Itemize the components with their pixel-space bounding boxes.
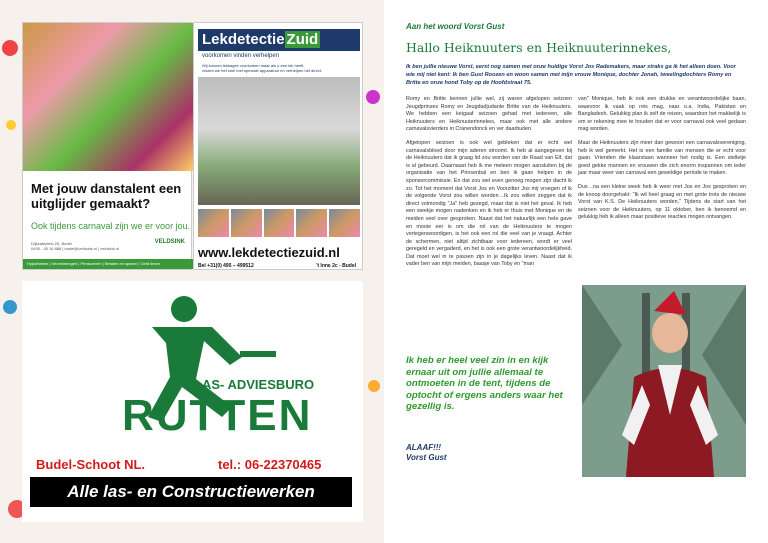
signature-name: Vorst Gust (406, 453, 447, 462)
confetti-dot (2, 40, 18, 56)
ad-rutten (22, 281, 363, 522)
ad-contact (31, 241, 131, 251)
confetti-dot (366, 90, 380, 104)
confetti-dot (6, 120, 16, 130)
veldsink-logo: VELDSINK (154, 239, 185, 245)
ad-line-1: Wij kunnen lekkages voorkomen maar als u een lek heeft, (202, 63, 305, 68)
brand-main: Lekdetectie (202, 31, 285, 48)
article-signoff (406, 443, 447, 463)
lekdetectie-logo (198, 29, 360, 51)
pull-quote: Ik heb er heel veel zin in en kijk ernaar uit om jullie allemaal te ontmoeten in de tent, tijdens de optocht of ergens anders waar het gezellig is. (406, 355, 563, 412)
confetti-dot (3, 300, 17, 314)
thumbnail (264, 209, 295, 237)
ad-address: 't Inne 2c - Budel (316, 263, 356, 269)
thumbnail (296, 209, 327, 237)
portrait-photo (582, 285, 746, 477)
paragraph: van" Monique, heb ik ook een drukke en verantwoordelijke baan, waarvoor ik vaak op reis mag, naar o.a. India, Pakistan en Bangladesh. Gelukkig plan ik zelf de reizen, waardoor het makkelijk is om er rekening mee te houden dat er voor carnaval ook veel gedaan mag worden. (578, 96, 746, 133)
ad-tagline: voorkomen vinden verhelpen (202, 53, 280, 59)
rutten-tel: tel.: 06-22370465 (218, 457, 322, 472)
article-intro: Ik ben jullie nieuwe Vorst, eerst nog samen met onze huidige Vorst Jos Rademakers, maar straks ga ik het alleen doen. Voor wie mij niet kent: Ik ben Gust Roozen en woon samen met mijn vrouw Monique, dochter Jonah, tweelingdochters Romy en Britte en onze hond Toby op de Hoofdstraat 75. (406, 64, 736, 86)
thumbnail (198, 209, 229, 237)
paragraph: Afgelopen seizoen is ook wel gebleken dat er écht wel carnavalsbloed door mijn aderen stroomt. Ik heb al aangegeven bij de Heiknuuters dat ik graag lid zou worden van de Raad van Elf, dat is al gebeurd. Daarnaast heb ik me meteen mogen aansluiten bij de organisatie van het Prinsenbal en ben ik gaan helpen in de sponsorcommissie. En dat zou wel even genoeg mogen zijn dacht ik zo. Tot het moment dat Vorst Jos en Voorzitter Jos mij vroegen of ik de volgende Vorst zou willen worden…Ik zou willen zeggen dat ik direct volmondig "Ja" heb gezegd, maar dat is niet het geval. Ik heb een weekje mogen nadenken en ik heb er thuis met Monique en de meiden veel over gesproken. Naast dat het natuurlijk een hele gave en mooie eer is om die rol van de Heiknuuters te mogen vertegenwoordigen, is het ook een rol die veel van je vraagt. Achter de schermen, niet altijd zichtbaar voor iedereen, wordt er veel geregeld en vergaderd, en het is ook een grote verantwoordelijkheid. Dat moet wel in te passen zijn in je dagelijks leven. Naast dat ik vader ben van mijn meiden, baasje van Toby en "man (406, 139, 572, 268)
ad-subline: Ook tijdens carnaval zijn we er voor jou. (31, 221, 191, 231)
ad-lekdetectie (193, 22, 363, 270)
thumbnail-strip (198, 209, 360, 237)
thumbnail (329, 209, 360, 237)
ad-description (202, 63, 362, 73)
ad-services-bar: Hypotheken | Verzekeringen | Pensioenen | Betalen en sparen | Geld lenen (23, 259, 193, 269)
article-kicker: Aan het woord Vorst Gust (406, 22, 505, 31)
paragraph: Romy en Britte kennen jullie wel, zij waren afgelopen seizoen Jeugdprinses Romy en Jeugdadjudante Britte van de Heiknuuters. We hebben een keigaaf seizoen gehad met iedereen, alle Heiknuuters en Heiknuuterinnekes, maar ook met alle andere carnavalsvierders in Cranendonck en ver daarbuiten. (406, 96, 572, 133)
party-photo (23, 23, 193, 171)
ad-headline: Met jouw danstalent een uitglijder gemaakt? (31, 181, 182, 211)
rutten-place: Budel-Schoot NL. (36, 457, 146, 472)
brand-accent: Zuid (286, 31, 319, 48)
rutten-logotype: RUTTEN (122, 391, 313, 440)
ad-address: Dijkzateplein 25, Budel (31, 241, 72, 246)
paragraph: Dus…na een kleine week heb ik weer met Jos en Jos gesproken en de knoop doorgehakt: "Ik wil heel graag en met grote trots de nieuwe Vorst van K.S. De Heiknuuters worden." Tijdens de start van het seizoen voor de Heiknuuters, op 11 oktober, ben ik benoemd en gelukkig heb ik alleen maar positieve reacties mogen ontvangen. (578, 183, 746, 221)
rutten-subtitle: LAS- ADVIESBURO (194, 377, 315, 392)
ad-phone: 0495 - 45 16 888 | budel@veldsink.nl | veldsink.nl (31, 246, 119, 251)
article-column-1 (406, 96, 572, 275)
rutten-slogan: Alle las- en Constructiewerken (30, 477, 352, 507)
ad-veldsink (22, 22, 192, 270)
right-page-article (384, 0, 768, 543)
alaaf-text: ALAAF!!! (406, 443, 442, 452)
ad-url: www.lekdetectiezuid.nl (198, 245, 340, 260)
thumbnail (231, 209, 262, 237)
vorst-portrait-illustration (582, 285, 746, 477)
ad-phone: Bel +31(0) 495 – 499512 (198, 263, 254, 269)
ad-line-2: vinden we het snel met speciale apparatuur en verhelpen het direct. (202, 68, 323, 73)
article-title: Hallo Heiknuuters en Heiknuuterinnekes, (406, 40, 672, 55)
bathroom-photo (198, 77, 360, 205)
article-column-2 (578, 96, 746, 228)
paragraph: Maar de Heiknuuters zijn meer dan gewoon een carnavalsvereniging, heb ik wel gemerkt. Het is een familie van mensen die er echt voor gaan. Vrienden die klaarstaan wanneer het nodig is. Een stelletje goed gekke mannen en vrouwen die zich enorm inspannen om ieder jaar maar weer van carnaval een geweldige periode te maken. (578, 139, 746, 177)
confetti-dot (368, 380, 380, 392)
